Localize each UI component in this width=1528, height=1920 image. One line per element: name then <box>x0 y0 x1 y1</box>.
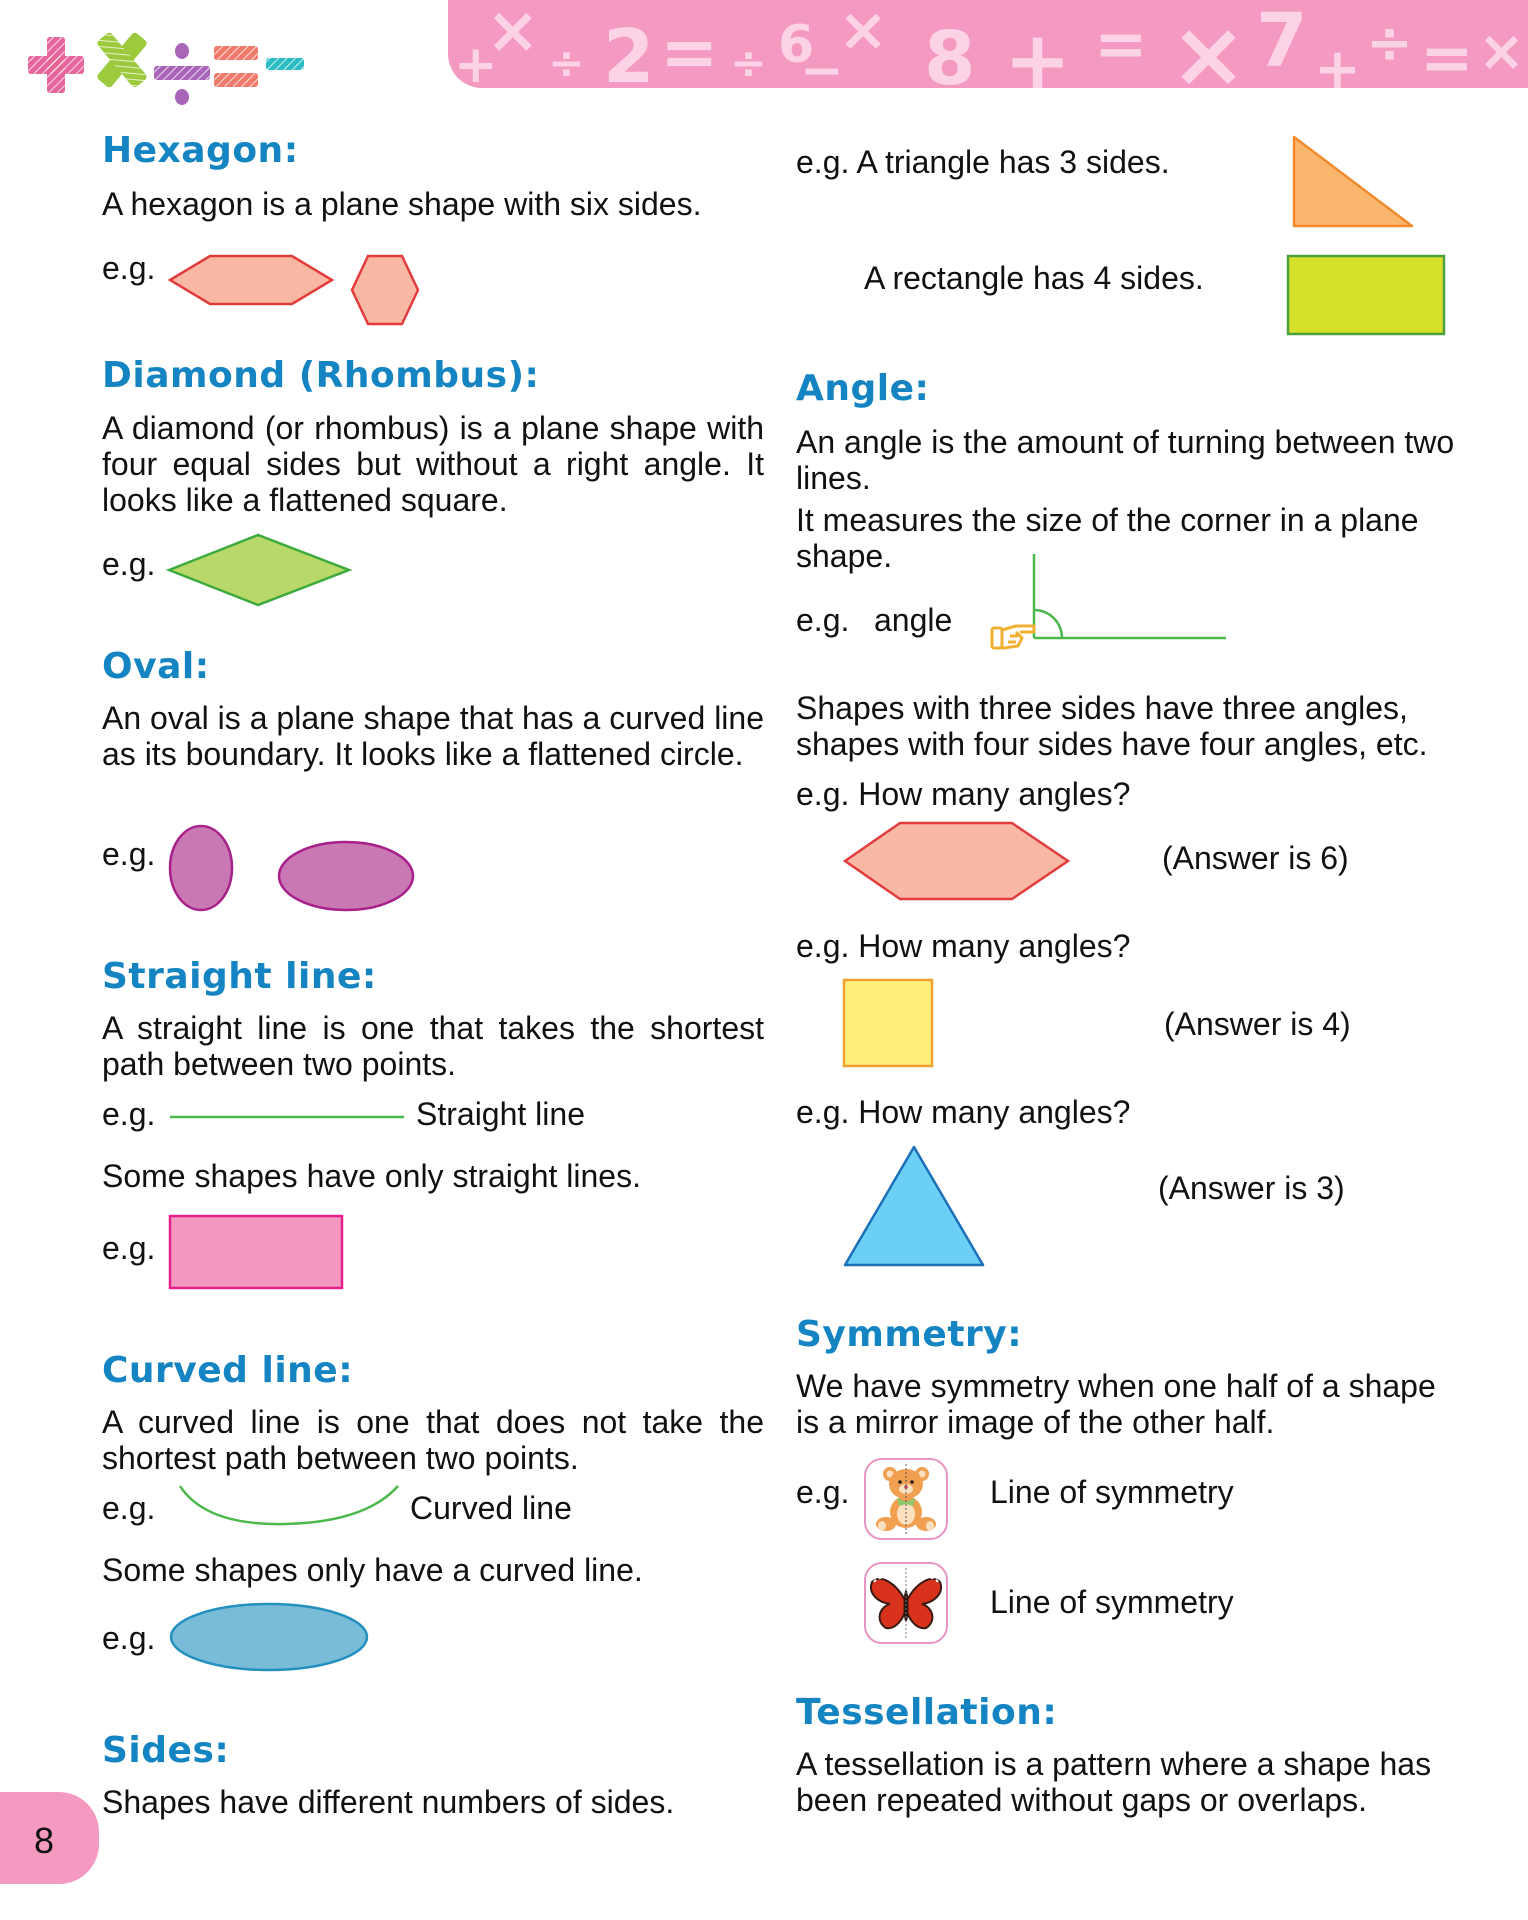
straight-line-text2: Some shapes have only straight lines. <box>102 1158 641 1194</box>
blue-triangle-shape <box>845 1147 983 1265</box>
sides-title: Sides: <box>102 1730 230 1771</box>
symmetry-text: We have symmetry when one half of a shape is a mirror image of the other half. <box>796 1368 1436 1440</box>
angle-answer-3: (Answer is 3) <box>1158 1170 1345 1206</box>
banner-symbol: ÷ <box>730 38 767 88</box>
angle-question-2: e.g. How many angles? <box>796 928 1131 964</box>
divide-icon <box>154 43 210 105</box>
curved-line-text: A curved line is one that does not take the shortest path between two points. <box>102 1404 764 1476</box>
banner-symbol: ÷ <box>548 38 585 88</box>
banner-symbol: × <box>1170 1 1248 88</box>
banner-symbol: × <box>1478 19 1525 84</box>
hexagon-eg: e.g. <box>102 250 156 286</box>
oval-text: An oval is a plane shape that has a curved line as its boundary. It looks like a flattened circle. <box>102 700 764 772</box>
symmetry-label-1: Line of symmetry <box>990 1474 1234 1510</box>
angle-eg-label: angle <box>874 602 953 638</box>
angle-arc <box>1034 610 1062 638</box>
banner-symbol: = <box>660 11 719 88</box>
straight-line-eg2: e.g. <box>102 1230 156 1266</box>
hexagon-text: A hexagon is a plane shape with six sides. <box>102 186 702 222</box>
pointing-hand-icon <box>992 626 1034 648</box>
straight-line-eg: e.g. <box>102 1096 156 1132</box>
triangle-sides-text: e.g. A triangle has 3 sides. <box>796 144 1170 180</box>
minus-icon <box>266 58 304 70</box>
curved-line-label: Curved line <box>410 1490 572 1526</box>
equals-icon <box>214 46 258 87</box>
curved-line-shape <box>180 1486 398 1524</box>
tessellation-title: Tessellation: <box>796 1692 1058 1733</box>
symmetry-title: Symmetry: <box>796 1314 1023 1355</box>
curved-line-eg2: e.g. <box>102 1620 156 1656</box>
banner-symbol: + <box>1004 14 1072 88</box>
lime-rectangle-shape <box>1288 256 1444 334</box>
rhombus-shape <box>169 535 349 605</box>
oval-title: Oval: <box>102 646 210 687</box>
diamond-example <box>166 532 356 612</box>
teddy-bear-icon <box>866 1460 946 1538</box>
math-symbols-decor <box>28 28 418 118</box>
diamond-text: A diamond (or rhombus) is a plane shape with four equal sides but without a right angle. It looks like a flattened square. <box>102 410 764 518</box>
angle-answer-2: (Answer is 4) <box>1164 1006 1351 1042</box>
angle-example-triangle <box>842 1144 986 1268</box>
blue-oval-shape <box>171 1604 367 1670</box>
banner-symbol: = <box>1420 22 1474 88</box>
butterfly-icon <box>866 1564 946 1642</box>
angle-eg: e.g. <box>796 602 850 638</box>
banner-symbol: 7 <box>1256 0 1308 84</box>
orange-right-triangle <box>1294 137 1412 226</box>
triangle-sides-example <box>1290 134 1416 230</box>
diamond-title: Diamond (Rhombus): <box>102 355 540 396</box>
banner-symbol: 2 <box>603 14 655 88</box>
banner-symbol: − <box>800 41 844 88</box>
curved-line-title: Curved line: <box>102 1350 354 1391</box>
banner-symbol: ÷ <box>1366 11 1413 76</box>
times-icon <box>96 31 148 89</box>
banner-symbol: + <box>1314 37 1361 88</box>
teddy-bear-image <box>864 1458 948 1540</box>
banner-symbol: + <box>454 35 498 88</box>
curved-line-text2: Some shapes only have a curved line. <box>102 1552 643 1588</box>
straight-line-title: Straight line: <box>102 956 377 997</box>
banner-math-symbols <box>448 0 1528 88</box>
hexagon-title: Hexagon: <box>102 130 299 171</box>
angle-answer-1: (Answer is 6) <box>1162 840 1349 876</box>
banner-symbol: × <box>486 0 540 68</box>
banner-symbol: 8 <box>924 16 976 88</box>
banner-symbol: × <box>838 0 889 65</box>
curved-line-eg: e.g. <box>102 1490 156 1526</box>
angle-example-hexagon <box>842 820 1074 902</box>
hexagon-upright <box>352 256 418 324</box>
angle-text1: An angle is the amount of turning between two lines. <box>796 424 1455 496</box>
pink-rectangle-shape <box>170 1216 342 1288</box>
angle-question-1: e.g. How many angles? <box>796 776 1131 812</box>
straight-line-label: Straight line <box>416 1096 585 1132</box>
tessellation-text: A tessellation is a pattern where a shape has been repeated without gaps or overlaps. <box>796 1746 1432 1818</box>
straight-line-example <box>168 1112 408 1122</box>
angle-example-square <box>842 978 936 1070</box>
angle-title: Angle: <box>796 368 930 409</box>
symmetry-eg: e.g. <box>796 1474 850 1510</box>
oval-examples <box>166 822 426 916</box>
rectangle-sides-text: A rectangle has 4 sides. <box>864 260 1204 296</box>
butterfly-image <box>864 1562 948 1644</box>
straight-line-text: A straight line is one that takes the shortest path between two points. <box>102 1010 764 1082</box>
hexagon-examples <box>168 250 448 340</box>
hexagon-wide <box>170 256 332 304</box>
yellow-square-shape <box>844 980 932 1066</box>
banner-symbol: 6 <box>778 15 815 75</box>
rectangle-sides-example <box>1286 254 1448 338</box>
curved-shape-example <box>168 1600 372 1674</box>
oval-wide <box>279 842 413 910</box>
angle-count-text: Shapes with three sides have three angles, shapes with four sides have four angles, etc. <box>796 690 1428 762</box>
oval-eg: e.g. <box>102 836 156 872</box>
page-number: 8 <box>34 1820 55 1861</box>
curved-line-example <box>176 1482 402 1532</box>
header-banner <box>448 0 1528 88</box>
rectangle-example <box>168 1214 346 1292</box>
hexagon-angles-shape <box>845 823 1068 899</box>
banner-symbol: = <box>1094 8 1148 82</box>
symmetry-label-2: Line of symmetry <box>990 1584 1234 1620</box>
angle-text2: It measures the size of the corner in a plane shape. <box>796 502 1419 574</box>
sides-text: Shapes have different numbers of sides. <box>102 1784 675 1820</box>
oval-tall <box>170 826 232 910</box>
angle-question-3: e.g. How many angles? <box>796 1094 1131 1130</box>
plus-icon <box>28 37 84 93</box>
diamond-eg: e.g. <box>102 546 156 582</box>
angle-example <box>986 550 1230 650</box>
